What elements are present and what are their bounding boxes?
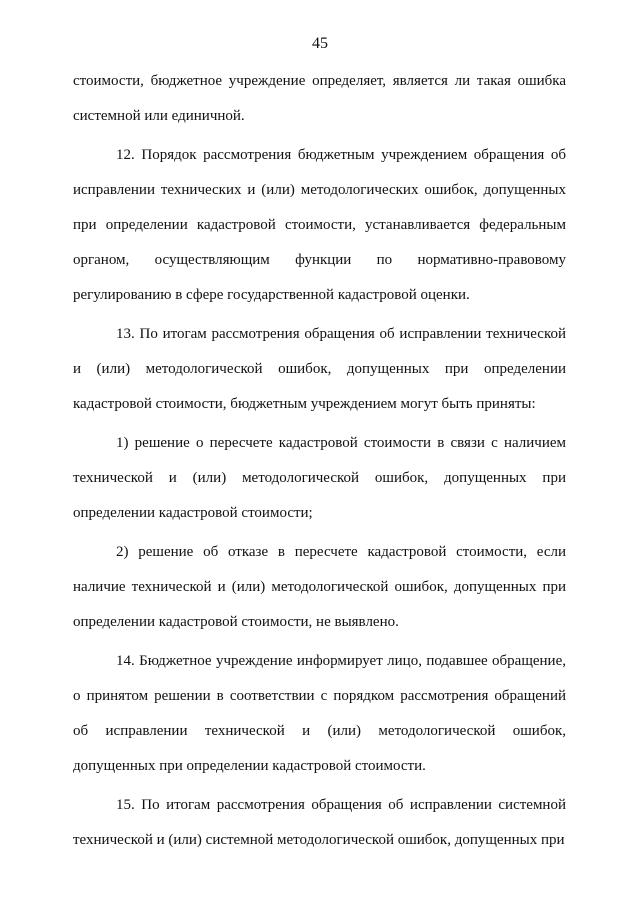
paragraph-13-item-1: 1) решение о пересчете кадастровой стоимости в связи с наличием технической и (или) методологической ошибок, допущенных при определении кадастровой стоимости; [73,435,566,521]
paragraph-14: 14. Бюджетное учреждение информирует лицо, подавшее обращение, о принятом решении в соответствии с порядком рассмотрения обращений об исправлении технической и (или) методологической ошибок, допущенных при определении кадастровой стоимости. [73,653,566,774]
paragraph-15: 15. По итогам рассмотрения обращения об исправлении системной технической и (или) системной методологической ошибок, допущенных при [73,797,566,848]
paragraph-12: 12. Порядок рассмотрения бюджетным учреждением обращения об исправлении технических и (или) методологических ошибок, допущенных при определении кадастровой стоимости, устанавливается федеральным органом, осуществляющим функции по нормативно-правовому регулированию в сфере государственной кадастровой оценки. [73,147,566,303]
paragraph-13-item-2: 2) решение об отказе в пересчете кадастровой стоимости, если наличие технической и (или) методологической ошибок, допущенных при определении кадастровой стоимости, не выявлено. [73,544,566,630]
document-body [73,64,566,858]
paragraph-13: 13. По итогам рассмотрения обращения об исправлении технической и (или) методологической ошибок, допущенных при определении кадастровой стоимости, бюджетным учреждением могут быть приняты: [73,326,566,412]
paragraph-continuation: стоимости, бюджетное учреждение определяет, является ли такая ошибка системной или единичной. [73,73,566,124]
page-number: 45 [312,35,328,52]
